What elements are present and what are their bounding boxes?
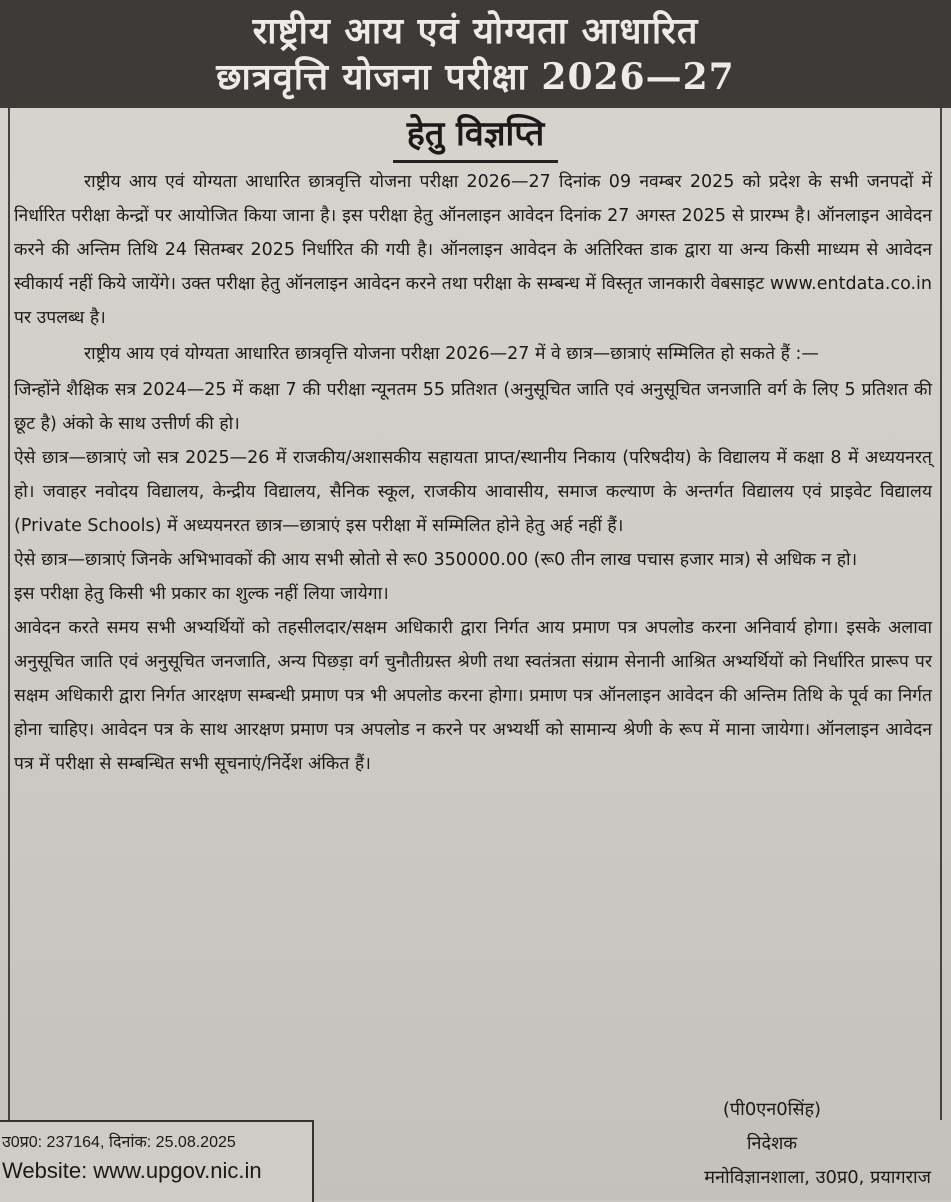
signatory-name: (पी0एन0सिंह)	[722, 1099, 822, 1120]
signatory-designation: निदेशक	[746, 1133, 798, 1154]
notice-heading-wrap	[0, 108, 951, 163]
paragraph-eligibility-marks: जिन्होंने शैक्षिक सत्र 2024—25 में कक्षा 7 की परीक्षा न्यूनतम 55 प्रतिशत (अनुसूचित जाति एवं अनुसूचित जनजाति वर्ग के लिए 5 प्रतिशत की छूट है) अंको के साथ उत्तीर्ण की हो।	[14, 380, 932, 434]
notice-header	[0, 0, 951, 108]
footer-reference-box	[0, 1120, 314, 1202]
header-title-line1: राष्ट्रीय आय एवं योग्यता आधारित	[252, 10, 699, 52]
signature-block	[607, 1093, 937, 1195]
notice-heading: हेतु विज्ञप्ति	[393, 112, 558, 163]
paragraph-eligibility-school: ऐसे छात्र—छात्राएं जो सत्र 2025—26 में राजकीय/अशासकीय सहायता प्राप्त/स्थानीय निकाय (परिषदीय) के विद्यालय में कक्षा 8 में अध्ययनरत् हो। जवाहर नवोदय विद्यालय, केन्द्रीय विद्यालय, सैनिक स्कूल, राजकीय आवासीय, समाज कल्याण के अन्तर्गत विद्यालय एवं प्राइवेट विद्यालय (Private Schools) में अध्ययनरत छात्र—छात्राएं इस परीक्षा में सम्मिलित होने हेतु अर्ह नहीं हैं।	[14, 448, 932, 536]
paragraph-eligibility-income: ऐसे छात्र—छात्राएं जिनके अभिभावकों की आय सभी स्रोतो से रू0 350000.00 (रू0 तीन लाख पचास हजार मात्र) से अधिक न हो।	[14, 550, 858, 570]
footer-website: Website: www.upgov.nic.in	[2, 1158, 262, 1183]
signatory-office: मनोविज्ञानशाला, उ0प्र0, प्रयागराज	[704, 1167, 931, 1188]
paragraph-eligibility-intro: राष्ट्रीय आय एवं योग्यता आधारित छात्रवृत्ति योजना परीक्षा 2026—27 में वे छात्र—छात्राएं सम्मिलित हो सकते हैं :—	[84, 344, 819, 364]
header-title-line2: छात्रवृत्ति योजना परीक्षा 2026—27	[216, 56, 735, 98]
paragraph-no-fee: इस परीक्षा हेतु किसी भी प्रकार का शुल्क नहीं लिया जायेगा।	[14, 584, 389, 604]
notice-body	[14, 165, 932, 781]
paragraph-exam-schedule: राष्ट्रीय आय एवं योग्यता आधारित छात्रवृत्ति योजना परीक्षा 2026—27 दिनांक 09 नवम्बर 2025 को प्रदेश के सभी जनपदों में निर्धारित परीक्षा केन्द्रों पर आयोजित किया जाना है। इस परीक्षा हेतु ऑनलाइन आवेदन दिनांक 27 अगस्त 2025 से प्रारम्भ है। ऑनलाइन आवेदन करने की अन्तिम तिथि 24 सितम्बर 2025 निर्धारित की गयी है। ऑनलाइन आवेदन के अतिरिक्त डाक द्वारा या अन्य किसी माध्यम से आवेदन स्वीकार्य नहीं किये जायेंगे। उक्त परीक्षा हेतु ऑनलाइन आवेदन करने तथा परीक्षा के सम्बन्ध में विस्तृत जानकारी वेबसाइट www.entdata.co.in पर उपलब्ध है।	[14, 172, 932, 328]
paragraph-certificates: आवेदन करते समय सभी अभ्यर्थियों को तहसीलदार/सक्षम अधिकारी द्वारा निर्गत आय प्रमाण पत्र अपलोड करना अनिवार्य होगा। इसके अलावा अनुसूचित जाति एवं अनुसूचित जनजाति, अन्य पिछड़ा वर्ग चुनौतीग्रस्त श्रेणी तथा स्वतंत्रता संग्राम सेनानी आश्रित अभ्यर्थियों को निर्धारित प्रारूप पर सक्षम अधिकारी द्वारा निर्गत आरक्षण सम्बन्धी प्रमाण पत्र भी अपलोड करना होगा। प्रमाण पत्र ऑनलाइन आवेदन की अन्तिम तिथि के पूर्व का निर्गत होना चाहिए। आवेदन पत्र के साथ आरक्षण प्रमाण पत्र अपलोड न करने पर अभ्यर्थी को सामान्य श्रेणी के रूप में माना जायेगा। ऑनलाइन आवेदन पत्र में परीक्षा से सम्बन्धित सभी सूचनाएं/निर्देश अंकित हैं।	[14, 618, 932, 774]
footer-reference: उ0प्र0: 237164, दिनांक: 25.08.2025	[2, 1134, 236, 1151]
